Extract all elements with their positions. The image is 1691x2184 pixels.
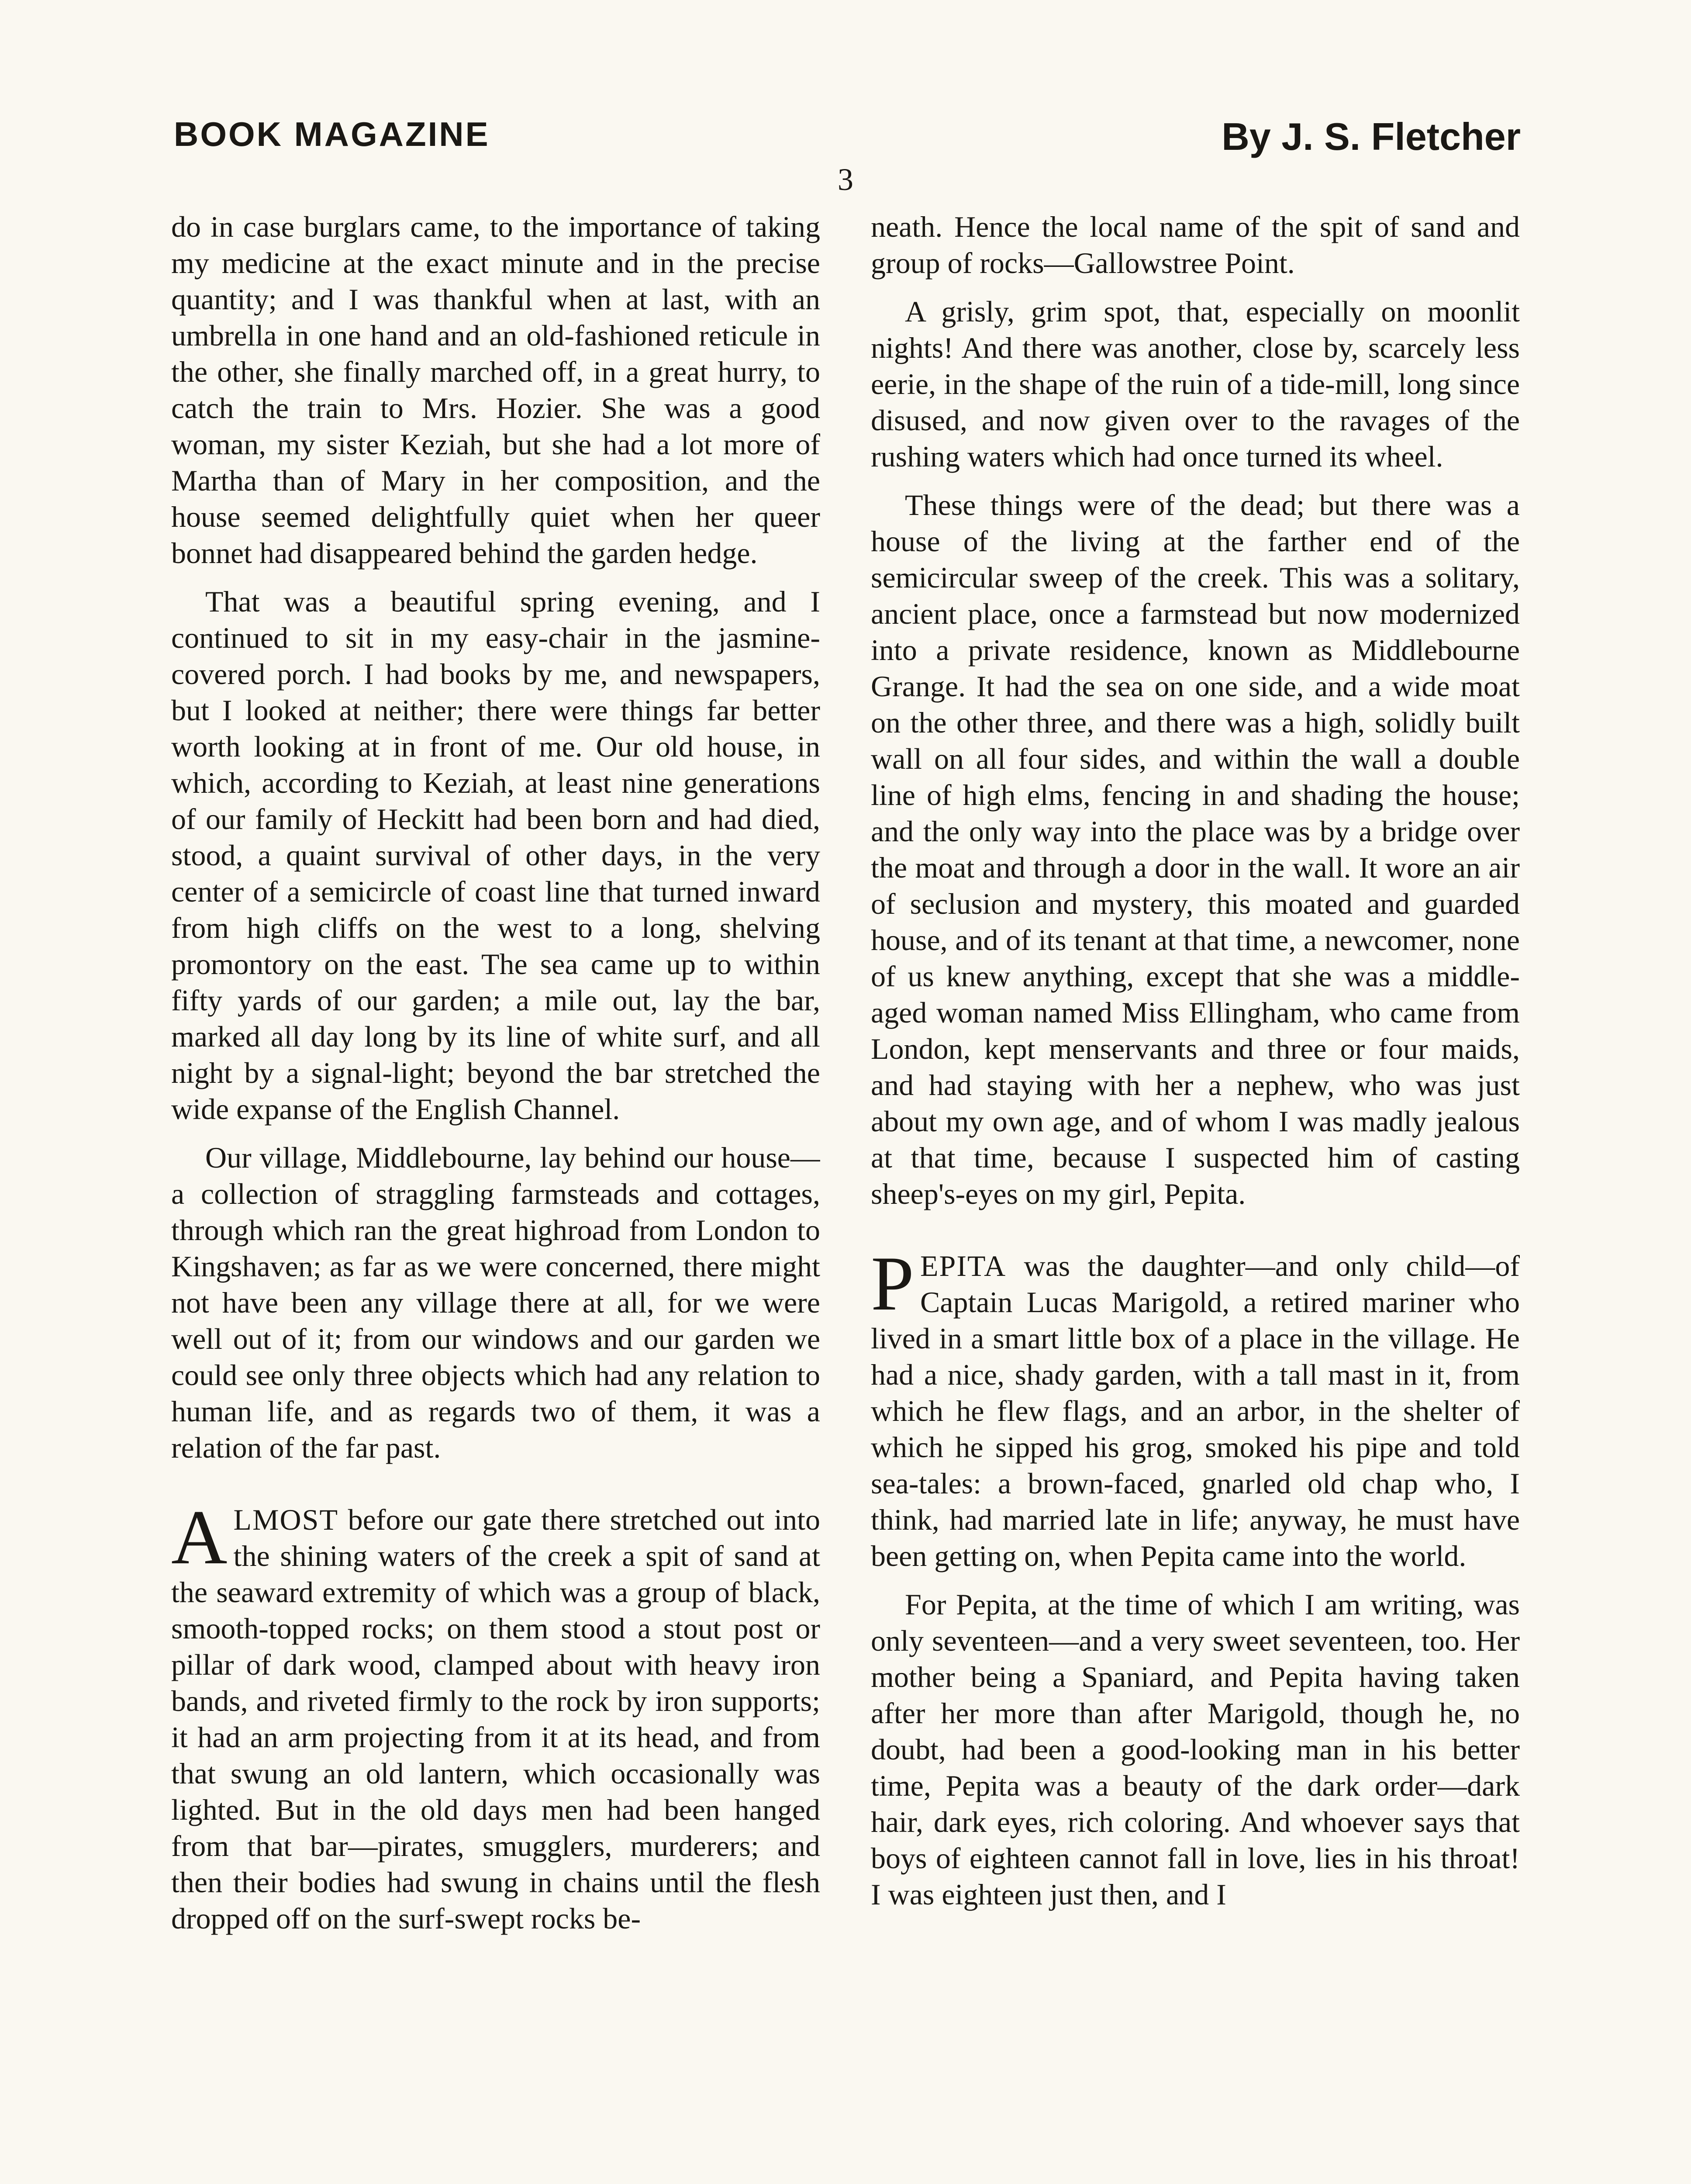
paragraph: These things were of the dead; but there was a house of the living at the farther end of the semicircular sweep of the creek. This was a solitary, ancient place, once a farmstead but now modernized into a private residence, known as Middlebourne Grange. It had the sea on one side, and a wide moat on the other three, and there was a high, solidly built wall on all four sides, and within the wall a double line of high elms, fencing in and shading the house; and the only way into the place was by a bridge over the moat and through a door in the wall. It wore an air of seclusion and mystery, this moated and guarded house, and of its tenant at that time, a newcomer, none of us knew anything, except that she was a middle-aged woman named Miss Ellingham, who came from London, kept menservants and three or four maids, and had staying with her a nephew, who was just about my own age, and of whom I was madly jealous at that time, because I suspected him of casting sheep's-eyes on my girl, Pepita. xyxy=(871,488,1520,1210)
right-column xyxy=(871,209,1520,2184)
paragraph: neath. Hence the local name of the spit of sand and group of rocks—Gallowstree Point. xyxy=(871,210,1520,280)
paragraph: A grisly, grim spot, that, especially on moonlit nights! And there was another, close by, scarcely less eerie, in the shape of the ruin of a tide-mill, long since disused, and now given over to the ravages of the rushing waters which had once turned its wheel. xyxy=(871,295,1520,473)
section-paragraph xyxy=(171,1494,820,1937)
section-paragraph xyxy=(871,1240,1520,1574)
paragraph: For Pepita, at the time of which I am writing, was only seventeen—and a very sweet seventeen, too. Her mother being a Spaniard, and Pepita having taken after her more than after Marigold, though he, no doubt, had been a good-looking man in his better time, Pepita was a beauty of the dark order—dark hair, dark eyes, rich coloring. And whoever says that boys of eighteen cannot fall in love, lies in his throat! I was eighteen just then, and I xyxy=(871,1588,1520,1911)
left-column xyxy=(171,209,820,2184)
paragraph-text: was the daughter—and only child—of Captain Lucas Marigold, a retired mariner who lived in a smart little box of a place in the village. He had a nice, shady garden, with a tall mast in it, from which he flew flags, and an arbor, in the shelter of which he sipped his grog, smoked his pipe and told sea-tales: a brown-faced, gnarled old chap who, I think, had married late in life; anyway, he must have been getting on, when Pepita came into the world. xyxy=(871,1249,1520,1572)
small-caps-lead: EPITA xyxy=(920,1249,1007,1282)
paragraph: That was a beautiful spring evening, and I continued to sit in my easy-chair in the jasmine-covered porch. I had books by me, and newspapers, but I looked at neither; there were things far better worth looking at in front of me. Our old house, in which, according to Keziah, at least nine generations of our family of Heckitt had been born and had died, stood, a quaint survival of other days, in the very center of a semicircle of coast line that turned inward from high cliffs on the west to a long, shelving promontory on the east. The sea came up to within fifty yards of our garden; a mile out, lay the bar, marked all day long by its line of white surf, and all night by a signal-light; beyond the bar stretched the wide expanse of the English Channel. xyxy=(171,585,820,1126)
paragraph: do in case burglars came, to the importance of taking my medicine at the exact minute and in the precise quantity; and I was thankful when at last, with an umbrella in one hand and an old-fashioned reticule in the other, she finally marched off, in a great hurry, to catch the train to Mrs. Hozier. She was a good woman, my sister Keziah, but she had a lot more of Martha than of Mary in her composition, and the house seemed delightfully quiet when her queer bonnet had disappeared behind the garden hedge. xyxy=(171,210,820,570)
page-number: 3 xyxy=(838,162,853,197)
paragraph-text: before our gate there stretched out into the shining waters of the creek a spit of sand at the seaward extremity of which was a group of black, smooth-topped rocks; on them stood a stout post or pillar of dark wood, clamped about with heavy iron bands, and riveted firmly to the rock by iron supports; it had an arm projecting from it at its head, and from that swung an old lantern, which occasionally was lighted. But in the old days men had been hanged from that bar—pirates, smugglers, murderers; and then their bodies had swung in chains until the flesh dropped off on the surf-swept rocks be- xyxy=(171,1503,820,1935)
small-caps-lead: LMOST xyxy=(233,1503,339,1536)
drop-cap: P xyxy=(871,1240,914,1327)
drop-cap: A xyxy=(171,1494,228,1580)
publication-title: BOOK MAGAZINE xyxy=(174,115,490,153)
paragraph: Our village, Middlebourne, lay behind our house—a collection of straggling farmsteads and cottages, through which ran the great highroad from London to Kingshaven; as far as we were concerned, there might not have been any village there at all, for we were well out of it; from our windows and our garden we could see only three objects which had any relation to human life, and as regards two of them, it was a relation of the far past. xyxy=(171,1141,820,1464)
author-byline: By J. S. Fletcher xyxy=(1222,115,1521,158)
